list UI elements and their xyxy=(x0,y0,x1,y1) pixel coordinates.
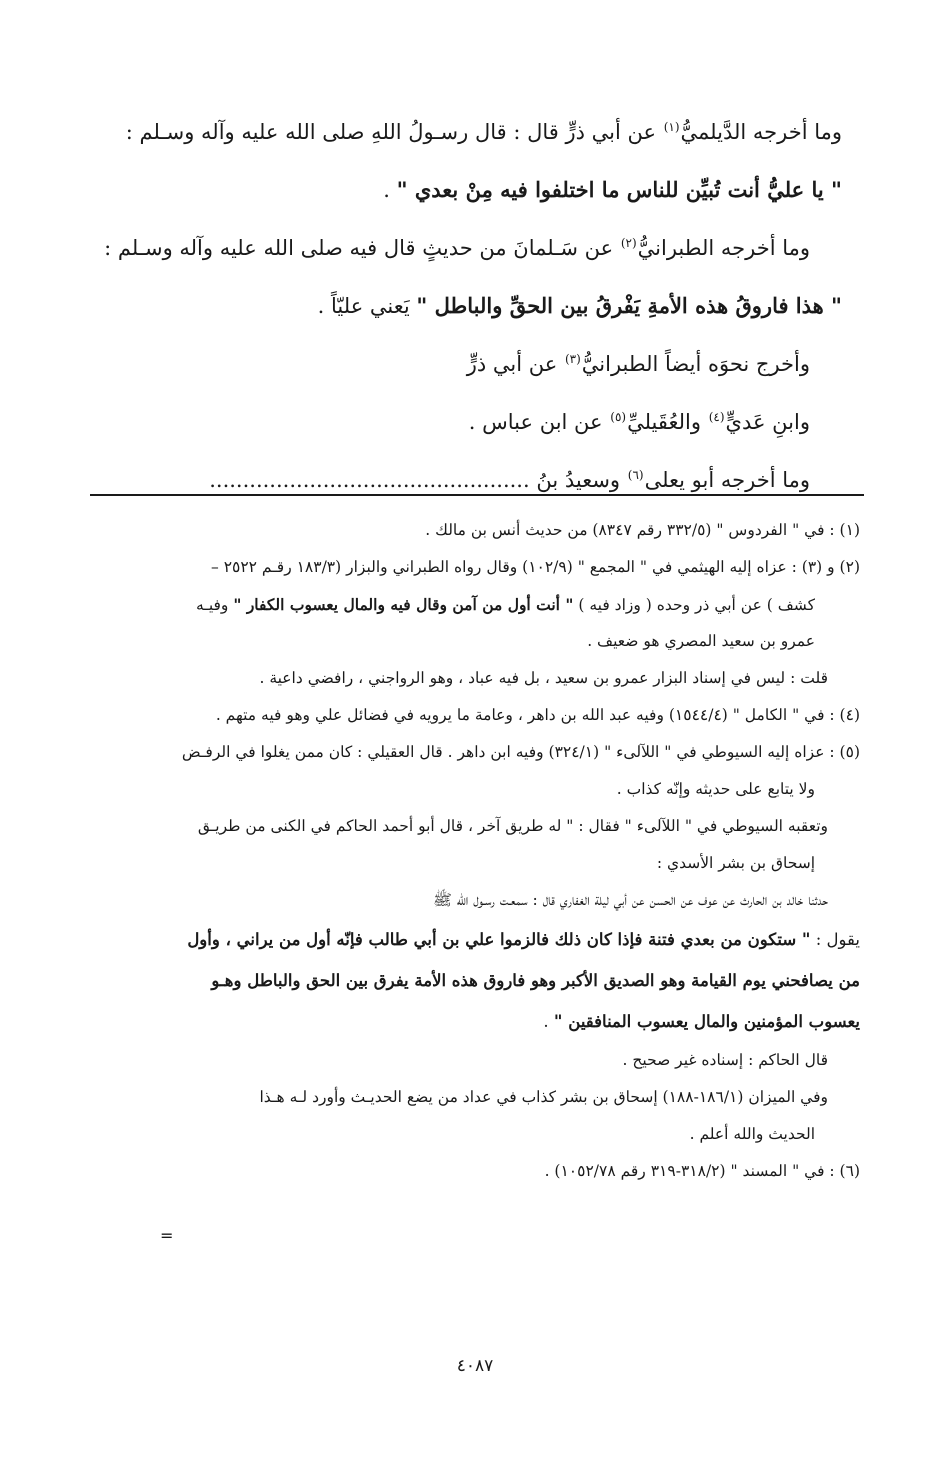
footnote-ref: (٥) xyxy=(610,410,627,424)
hadith-quote: " هذا فاروقُ هذه الأمةِ يَفْرقُ بين الحقِّ والباطل " xyxy=(416,293,842,318)
main-text xyxy=(82,103,842,509)
footnote-line: يعسوب المؤمنين والمال يعسوب المنافقين " . xyxy=(543,1012,860,1031)
ellipsis-dots: ................................................ xyxy=(209,468,530,492)
hadith-quote: " أنت أول من آمن وقال فيه والمال يعسوب الكفار " xyxy=(233,595,574,614)
continuation-mark: = xyxy=(160,1226,174,1245)
hadith-quote: يعسوب المؤمنين والمال يعسوب المنافقين " xyxy=(553,1012,860,1031)
main-line-hadith: " يا عليُّ أنت تُبيِّن للناس ما اختلفوا فيه مِنْ بعدي " . xyxy=(383,177,842,202)
footnote-separator xyxy=(90,494,864,496)
footnote-line: وفي الميزان (١٨٦/١-١٨٨) إسحاق بن بشر كذاب في عداد من يضع الحديـث وأورد لـه هـذا xyxy=(259,1088,828,1106)
footnote-line: قال الحاكم : إسناده غير صحيح . xyxy=(622,1051,828,1069)
hadith-quote: " يا عليُّ أنت تُبيِّن للناس ما اختلفوا فيه مِنْ بعدي " xyxy=(396,177,842,202)
footnote-line xyxy=(84,960,860,1001)
footnote-line: الحديث والله أعلم . xyxy=(689,1125,815,1143)
footnote-ref: (١) xyxy=(663,120,680,134)
hadith-quote: " ستكون من بعدي فتنة فإذا كان ذلك فالزموا علي بن أبي طالب فإنّه أول من يراني ، وأول xyxy=(187,930,811,949)
main-line: وما أخرجه الطبرانيُّ$^{(٢)}$ عن سَـلمانَ من حديثٍ قال فيه صلى الله عليه وآله وسـلم : xyxy=(104,236,810,260)
footnote-2-3: (٢) و (٣) : عزاه إليه الهيثمي في " المجمع " (١٠٢/٩) وقال رواه الطبراني والبزار (١٨٣/٣ رقـم ٢٥٢٢ – xyxy=(211,558,860,576)
main-line: وما أخرجه الدَّيلميُّ$^{(١)}$ عن أبي ذرٍّ قال : قال رسـولُ اللهِ صلى الله عليه وآله وسـلم : xyxy=(125,120,842,144)
footnote-ref: (٦) xyxy=(627,468,644,482)
footnote-line: يقول : " ستكون من بعدي فتنة فإذا كان ذلك فالزموا علي بن أبي طالب فإنّه أول من يراني ، وأول xyxy=(187,930,860,949)
hadith-quote: من يصافحني يوم القيامة وهو الصديق الأكبر وهو فاروق هذه الأمة يفرق بين الحق والباطل وهـو xyxy=(211,971,860,990)
footnote-ref: (٢) xyxy=(620,236,637,250)
footnote-ref: (٤) xyxy=(708,410,725,424)
page-number: ٤٠٨٧ xyxy=(456,1356,494,1376)
main-line: وأخرج نحوَه أيضاً الطبرانيُّ$^{(٣)}$ عن أبي ذرٍّ xyxy=(466,352,810,376)
main-line: وابنِ عَديٍّ$^{(٤)}$ والعُقَيليِّ$^{(٥)}$ عن ابن عباس . xyxy=(468,410,810,434)
footnote-line: قلت : ليس في إسناد البزار عمرو بن سعيد ، بل فيه عباد ، وهو الرواجني ، رافضي داعية . xyxy=(259,669,828,687)
footnote-1: (١) : في " الفردوس " (٣٣٢/٥ رقم ٨٣٤٧) من حديث أنس بن مالك . xyxy=(425,521,860,539)
footnote-ref: (٣) xyxy=(564,352,581,366)
main-line: وما أخرجه أبو يعلى$^{(٦)}$ وسعيدُ بنُ ................................................ xyxy=(209,468,810,492)
footnote-line: حدثنا خالد بن الحارث عن عوف عن الحسن عن أبي ليلة الغفاري قال : سمعـت رسـول الله ﷺ xyxy=(433,891,828,909)
main-line-hadith: " هذا فاروقُ هذه الأمةِ يَفْرقُ بين الحقِّ والباطل " يَعني عليّاً . xyxy=(317,293,842,318)
footnote-4: (٤) : في " الكامل " (١٥٤٤/٤) وفيه عبد الله بن داهر ، وعامة ما يرويه في فضائل علي وهو فيه متهم . xyxy=(215,706,860,724)
footnote-line: كشف ) عن أبي ذر وحده ( وزاد فيه ) " أنت أول من آمن وقال فيه والمال يعسوب الكفار " وفيـه xyxy=(195,595,815,614)
footnote-5: (٥) : عزاه إليه السيوطي في " اللآلىء " (٣٢٤/١) وفيه ابن داهر . قال العقيلي : كان ممن يغلوا في الرفـض xyxy=(181,743,860,761)
footnote-line: عمرو بن سعيد المصري هو ضعيف . xyxy=(587,632,815,650)
footnote-6: (٦) : في " المسند " (٣١٨/٢-٣١٩ رقم ١٠٥٢/٧٨) . xyxy=(544,1162,860,1180)
footnote-line: إسحاق بن بشر الأسدي : xyxy=(656,854,815,872)
footnote-line: ولا يتابع على حديثه وإنّه كذاب . xyxy=(616,780,815,798)
footnote-line: وتعقبه السيوطي في " اللآلىء " فقال : " له طريق آخر ، قال أبو أحمد الحاكم في الكنى من طريـق xyxy=(197,817,828,835)
footnotes xyxy=(84,512,860,1190)
